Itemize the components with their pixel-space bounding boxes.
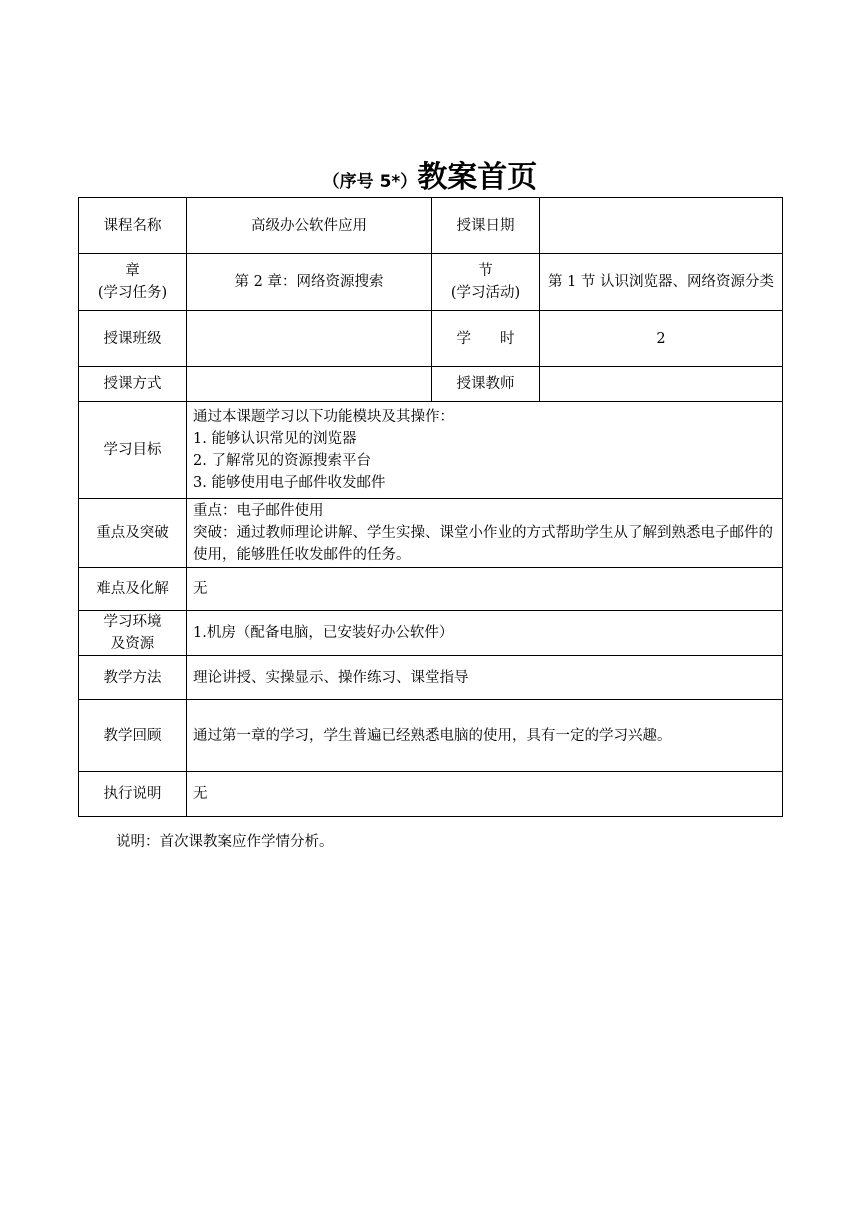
table-row [79, 367, 783, 402]
table-row [79, 568, 783, 611]
keypoints-line: 突破：通过教师理论讲解、学生实操、课堂小作业的方式帮助学生从了解到熟悉电子邮件的使用，能够胜任收发邮件的任务。 [193, 525, 773, 563]
chapter-label [79, 254, 187, 311]
teaching-method-label: 教学方法 [79, 656, 187, 700]
review-label: 教学回顾 [79, 700, 187, 772]
course-name-label: 课程名称 [79, 198, 187, 254]
table-row [79, 311, 783, 367]
objectives-line: 1. 能够认识常见的浏览器 [193, 431, 357, 447]
hours-label: 学 时 [432, 311, 540, 367]
teacher-value [540, 367, 783, 402]
table-row [79, 254, 783, 311]
title-main: 教案首页 [417, 160, 538, 195]
teach-date-value [540, 198, 783, 254]
env-value: 1.机房（配备电脑，已安装好办公软件） [187, 611, 783, 656]
env-label-line1: 学习环境 [103, 614, 162, 630]
course-name-value: 高级办公软件应用 [187, 198, 432, 254]
title-serial: （序号 5*） [322, 172, 418, 192]
teaching-method-value: 理论讲授、实操显示、操作练习、课堂指导 [187, 656, 783, 700]
teacher-label: 授课教师 [432, 367, 540, 402]
chapter-label-line2: (学习任务) [97, 285, 168, 301]
difficulty-value: 无 [187, 568, 783, 611]
class-label: 授课班级 [79, 311, 187, 367]
keypoints-line: 重点：电子邮件使用 [193, 503, 324, 519]
chapter-value: 第 2 章：网络资源搜索 [187, 254, 432, 311]
table-row [79, 656, 783, 700]
keypoints-value [187, 499, 783, 568]
keypoints-label: 重点及突破 [79, 499, 187, 568]
objectives-line: 通过本课题学习以下功能模块及其操作： [193, 409, 454, 425]
footnote: 说明：首次课教案应作学情分析。 [116, 834, 334, 850]
review-value: 通过第一章的学习，学生普遍已经熟悉电脑的使用，具有一定的学习兴趣。 [187, 700, 783, 772]
difficulty-label: 难点及化解 [79, 568, 187, 611]
class-value [187, 311, 432, 367]
execution-value: 无 [187, 772, 783, 817]
section-label-line1: 节 [478, 263, 493, 279]
env-label [79, 611, 187, 656]
method-label: 授课方式 [79, 367, 187, 402]
objectives-line: 3. 能够使用电子邮件收发邮件 [193, 475, 386, 491]
objectives-label: 学习目标 [79, 402, 187, 499]
table-row [79, 402, 783, 499]
section-value: 第 1 节 认识浏览器、网络资源分类 [540, 254, 783, 311]
objectives-line: 2. 了解常见的资源搜索平台 [193, 453, 371, 469]
chapter-label-line1: 章 [125, 263, 140, 279]
section-label-line2: (学习活动) [450, 285, 521, 301]
teach-date-label: 授课日期 [432, 198, 540, 254]
execution-label: 执行说明 [79, 772, 187, 817]
env-label-line2: 及资源 [110, 636, 155, 652]
page-title [0, 152, 860, 196]
table-row [79, 772, 783, 817]
table-row [79, 700, 783, 772]
section-label [432, 254, 540, 311]
lesson-plan-table [78, 197, 783, 817]
hours-value: 2 [540, 311, 783, 367]
method-value [187, 367, 432, 402]
table-row [79, 198, 783, 254]
table-row [79, 611, 783, 656]
objectives-value [187, 402, 783, 499]
table-row [79, 499, 783, 568]
